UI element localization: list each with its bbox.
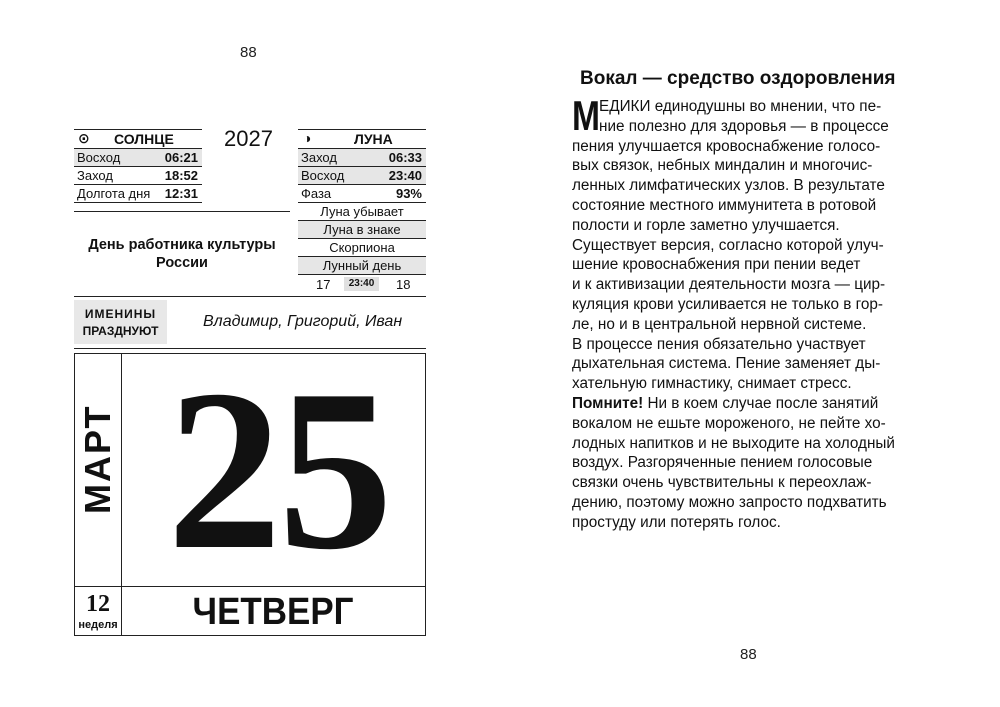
moon-row-value: 93% (395, 186, 422, 201)
moon-row-label: Заход (301, 150, 337, 165)
body-lines (572, 137, 927, 533)
remember-line (572, 394, 927, 414)
moon-title: ЛУНА (354, 131, 393, 147)
year: 2027 (224, 126, 273, 151)
lunar-day-to: 18 (396, 277, 411, 292)
lunar-day-label: Лунный день (322, 258, 402, 273)
right-page-number: 88 (740, 646, 757, 663)
sun-row (74, 149, 202, 167)
text-line: шение кровоснабжения при пении ведет (572, 256, 861, 274)
sun-table (74, 129, 202, 205)
moon-row-value: 06:33 (388, 150, 422, 165)
text-line: дению, поэтому можно запросто подхватить (572, 493, 887, 511)
sun-row (74, 167, 202, 185)
text-line: Существует версия, согласно которой улуч- (572, 236, 884, 254)
article-title: Вокал — средство оздоровления (580, 68, 896, 89)
text-line: куляция крови усиливается не только в гор- (572, 295, 883, 313)
text-line: и к активизации деятельности мозга — цир- (572, 276, 886, 294)
text-line: состояние местного иммунитета в ротовой (572, 196, 877, 214)
divider (74, 211, 290, 212)
lunar-day-from: 17 (316, 277, 331, 292)
sun-row-label: Восход (77, 150, 121, 165)
divider (74, 296, 426, 297)
moon-row-label: Восход (301, 168, 345, 183)
week-number: 12 (86, 591, 110, 617)
week-label: неделя (78, 619, 118, 631)
text-line: ле, но и в центральной нервной системе. (572, 315, 867, 333)
sun-header (74, 129, 202, 149)
moon-table (298, 129, 426, 297)
date-block (74, 342, 426, 636)
text-line: полости и горле заметно улучшается. (572, 216, 840, 234)
month: МАРТ (77, 404, 118, 514)
text-line: воздух. Разгоряченные пением голосовые (572, 454, 873, 472)
weekday: ЧЕТВЕРГ (192, 591, 354, 633)
sun-row-value: 06:21 (164, 150, 198, 165)
namedays-label-1: ИМЕНИНЫ (84, 307, 157, 321)
namedays-label-2: ПРАЗДНУЮТ (82, 324, 159, 338)
moon-phase-icon: ◑ (303, 130, 312, 146)
sun-row-value: 18:52 (164, 168, 198, 183)
text-line: лодных напитков и не выходите на холодный (572, 434, 895, 452)
moon-row (298, 167, 426, 185)
sun-row (74, 185, 202, 203)
text-line: ние полезно для здоровья — в процессе (599, 117, 889, 135)
left-page-number: 88 (240, 44, 257, 61)
lunar-day-label-row (298, 257, 426, 275)
moon-row-value: 23:40 (388, 168, 422, 183)
moon-header (298, 129, 426, 149)
sun-title: СОЛНЦЕ (114, 131, 174, 147)
text-line: хательную гимнастику, снимает стресс. (572, 375, 852, 393)
moon-sign-row (298, 239, 426, 257)
moon-sign-label-row (298, 221, 426, 239)
text-line: простуду или потерять голос. (572, 513, 781, 531)
sun-icon: ⊙ (78, 130, 90, 146)
text-line: пения улучшается кровоснабжение голосо- (572, 137, 881, 155)
sun-row-label: Заход (77, 168, 113, 183)
moon-waning-text: Луна убывает (320, 204, 404, 219)
namedays-names: Владимир, Григорий, Иван (203, 313, 403, 330)
text-line: дыхательная система. Пение заменяет ды- (572, 355, 881, 373)
dropcap: М (572, 92, 600, 139)
text-line: В процессе пения обязательно участвует (572, 335, 866, 353)
sun-row-label: Долгота дня (77, 186, 151, 201)
namedays-label-box (74, 300, 167, 344)
moon-row (298, 185, 426, 203)
moon-sign: Скорпиона (329, 240, 395, 255)
moon-row-label: Фаза (301, 186, 332, 201)
lunar-day-row (298, 275, 426, 292)
text-line: Ни в коем случае после занятий (643, 394, 879, 412)
text-line: связки очень чувствительны к переохлаж- (572, 474, 872, 492)
moon-waning (298, 203, 426, 221)
moon-sign-label: Луна в знаке (323, 222, 401, 237)
sun-row-value: 12:31 (164, 186, 198, 201)
text-line: ленных лимфатических узлов. В результате (572, 177, 885, 195)
day-number: 25 (167, 342, 389, 597)
holiday-text: День работника культуры России (88, 237, 276, 271)
moon-row (298, 149, 426, 167)
text-line: вых связок, небных миндалин и многочис- (572, 157, 873, 175)
divider (121, 354, 122, 635)
lunar-day-time: 23:40 (344, 277, 379, 291)
first-lines (599, 97, 927, 137)
text-line: ЕДИКИ единодушны во мнении, что пе- (599, 98, 882, 115)
text-line: вокалом не ешьте мороженого, не пейте хо- (572, 414, 886, 432)
remember-label: Помните! (572, 394, 644, 412)
